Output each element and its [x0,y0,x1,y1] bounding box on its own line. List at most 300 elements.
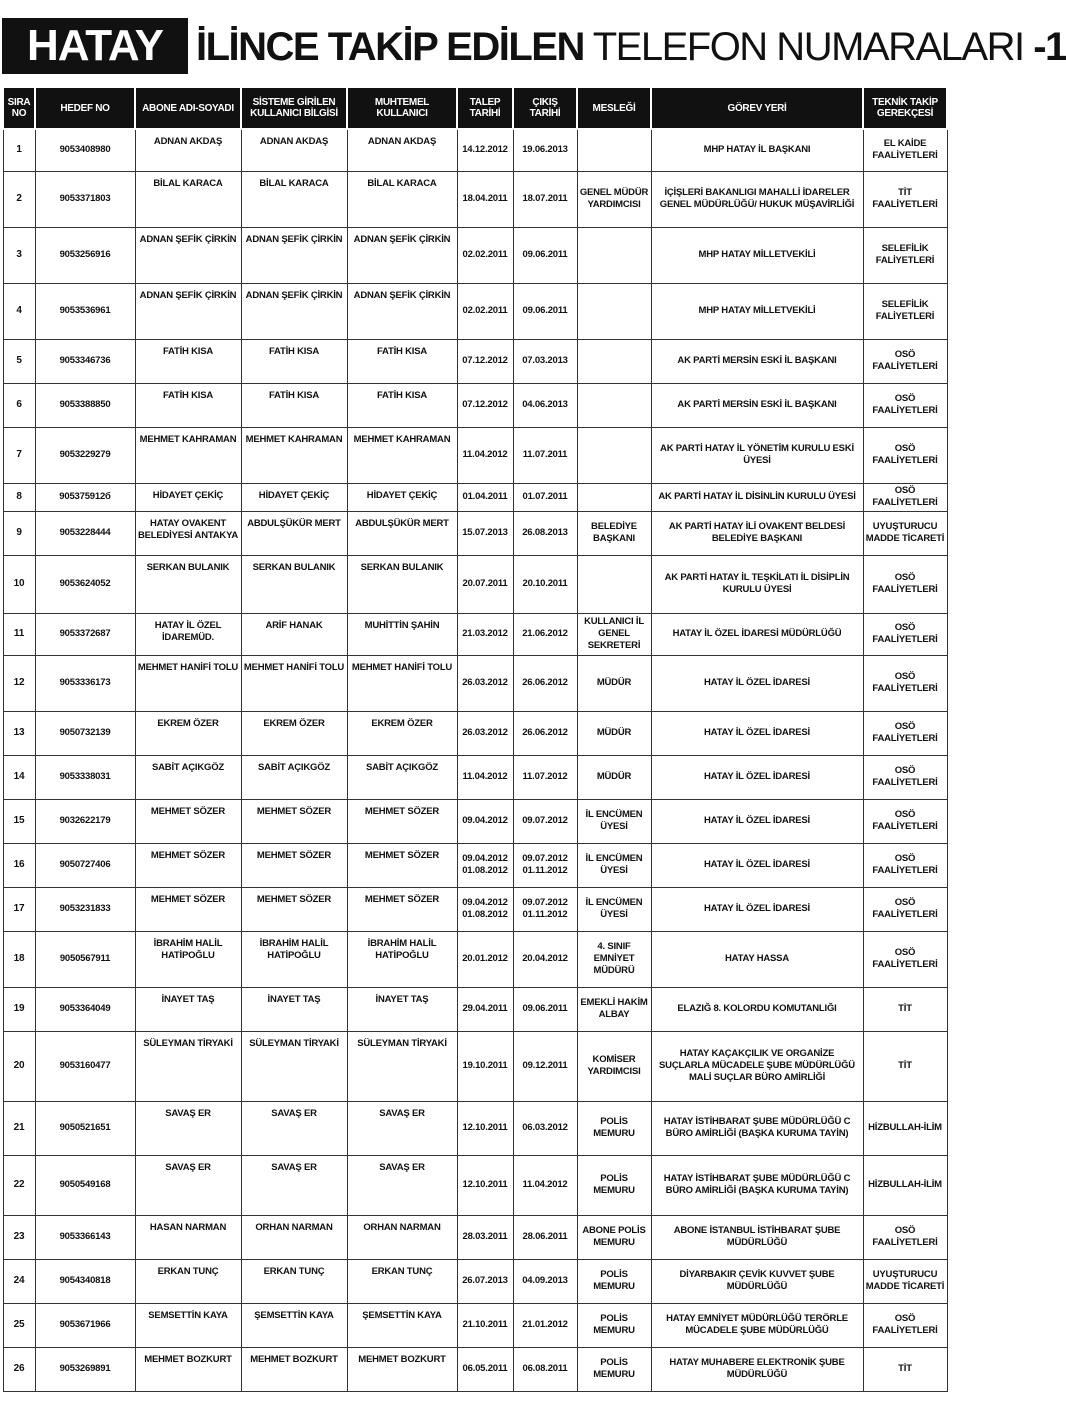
cell-reason: UYUŞTURUCU MADDE TİCARETİ [863,511,947,555]
cell-reason: TİT [863,1347,947,1391]
cell-exit: 26.06.2012 [513,655,577,711]
cell-subscriber: SÜLEYMAN TİRYAKİ [135,1031,241,1101]
cell-no: 14 [3,755,35,799]
cell-subscriber: SABİT AÇIKGÖZ [135,755,241,799]
cell-request: 12.10.2011 [457,1101,513,1155]
cell-reason: OSÖ FAALİYETLERİ [863,483,947,511]
cell-post: HATAY İSTİHBARAT ŞUBE MÜDÜRLÜĞÜ C BÜRO AMİRLİĞİ (BAŞKA KURUMA TAYİN) [651,1101,863,1155]
cell-probable: İNAYET TAŞ [347,987,457,1031]
cell-job: POLİS MEMURU [577,1101,651,1155]
cell-probable: SAVAŞ ER [347,1101,457,1155]
cell-subscriber: SEMSETTİN KAYA [135,1303,241,1347]
cell-request: 07.12.2012 [457,383,513,427]
cell-system: EKREM ÖZER [241,711,347,755]
cell-target: 9053229279 [35,427,135,483]
cell-reason: OSÖ FAALİYETLERİ [863,931,947,987]
cell-subscriber: MEHMET SÖZER [135,799,241,843]
cell-target: 9053256916 [35,227,135,283]
table-row [3,171,947,227]
cell-subscriber: SAVAŞ ER [135,1155,241,1215]
cell-job [577,227,651,283]
cell-job: POLİS MEMURU [577,1303,651,1347]
cell-reason: OSÖ FAALİYETLERİ [863,711,947,755]
table-row [3,887,947,931]
cell-no: 8 [3,483,35,511]
table-row [3,755,947,799]
cell-exit: 11.07.2012 [513,755,577,799]
col-header-reason: TEKNİK TAKİP GEREKÇESİ [863,87,947,129]
cell-post: MHP HATAY İL BAŞKANI [651,129,863,171]
cell-system: MEHMET SÖZER [241,799,347,843]
cell-target: 9053346736 [35,339,135,383]
cell-probable: FATİH KISA [347,339,457,383]
cell-exit: 26.06.2012 [513,711,577,755]
cell-subscriber: MEHMET BOZKURT [135,1347,241,1391]
cell-post: ABONE İSTANBUL İSTİHBARAT ŞUBE MÜDÜRLÜĞÜ [651,1215,863,1259]
cell-post: HATAY İSTİHBARAT ŞUBE MÜDÜRLÜĞÜ C BÜRO AMİRLİĞİ (BAŞKA KURUMA TAYİN) [651,1155,863,1215]
cell-no: 23 [3,1215,35,1259]
cell-system: SAVAŞ ER [241,1155,347,1215]
table-row [3,843,947,887]
cell-subscriber: ERKAN TUNÇ [135,1259,241,1303]
cell-subscriber: MEHMET SÖZER [135,843,241,887]
cell-target: 9053536961 [35,283,135,339]
cell-subscriber: BİLAL KARACA [135,171,241,227]
cell-post: AK PARTİ MERSİN ESKİ İL BAŞKANI [651,383,863,427]
cell-no: 19 [3,987,35,1031]
cell-job: İL ENCÜMEN ÜYESİ [577,799,651,843]
cell-post: İÇİŞLERİ BAKANLIGI MAHALLİ İDARELER GENEL MÜDÜRLÜĞÜ/ HUKUK MÜŞAVİRLİĞİ [651,171,863,227]
cell-target: 905375912б [35,483,135,511]
cell-subscriber: HATAY OVAKENT BELEDİYESİ ANTAKYA [135,511,241,555]
cell-probable: BİLAL KARACA [347,171,457,227]
cell-reason: UYUŞTURUCU MADDE TİCARETİ [863,1259,947,1303]
cell-target: 9053372687 [35,613,135,655]
cell-request: 20.07.2011 [457,555,513,613]
table-row [3,613,947,655]
cell-system: BİLAL KARACA [241,171,347,227]
table-row [3,799,947,843]
cell-job: POLİS MEMURU [577,1347,651,1391]
cell-job: GENEL MÜDÜR YARDIMCISI [577,171,651,227]
cell-target: 9053624052 [35,555,135,613]
cell-system: ADNAN ŞEFİK ÇİRKİN [241,283,347,339]
cell-probable: MEHMET SÖZER [347,887,457,931]
cell-target: 9053388850 [35,383,135,427]
cell-system: ADNAN ŞEFİK ÇİRKİN [241,227,347,283]
cell-request: 21.10.2011 [457,1303,513,1347]
table-row [3,511,947,555]
cell-reason: OSÖ FAALİYETLERİ [863,799,947,843]
cell-subscriber: HASAN NARMAN [135,1215,241,1259]
cell-reason: TİT [863,987,947,1031]
cell-reason: OSÖ FAALİYETLERİ [863,1303,947,1347]
cell-post: AK PARTİ HATAY İL TEŞKİLATI İL DİSİPLİN KURULU ÜYESİ [651,555,863,613]
cell-post: HATAY İL ÖZEL İDARESİ [651,755,863,799]
col-header-no: SIRA NO [3,87,35,129]
cell-reason: OSÖ FAALİYETLERİ [863,339,947,383]
cell-request: 06.05.2011 [457,1347,513,1391]
cell-no: 13 [3,711,35,755]
cell-no: 18 [3,931,35,987]
cell-subscriber: ADNAN AKDAŞ [135,129,241,171]
cell-subscriber: FATİH KISA [135,383,241,427]
cell-reason: OSÖ FAALİYETLERİ [863,1215,947,1259]
table-row [3,987,947,1031]
cell-request: 21.03.2012 [457,613,513,655]
cell-subscriber: ADNAN ŞEFİK ÇİRKİN [135,283,241,339]
cell-exit: 09.12.2011 [513,1031,577,1101]
cell-exit: 09.07.2012 01.11.2012 [513,843,577,887]
cell-target: 9050567911 [35,931,135,987]
cell-target: 9053671966 [35,1303,135,1347]
cell-job: MÜDÜR [577,655,651,711]
cell-exit: 07.03.2013 [513,339,577,383]
cell-request: 29.04.2011 [457,987,513,1031]
cell-request: 02.02.2011 [457,283,513,339]
cell-target: 9050549168 [35,1155,135,1215]
col-header-request: TALEP TARİHİ [457,87,513,129]
cell-exit: 04.06.2013 [513,383,577,427]
cell-post: MHP HATAY MİLLETVEKİLİ [651,227,863,283]
cell-request: 14.12.2012 [457,129,513,171]
table-row [3,1031,947,1101]
cell-job: POLİS MEMURU [577,1259,651,1303]
cell-target: 9032622179 [35,799,135,843]
cell-exit: 11.04.2012 [513,1155,577,1215]
cell-post: HATAY İL ÖZEL İDARESİ [651,655,863,711]
cell-job [577,339,651,383]
cell-request: 02.02.2011 [457,227,513,283]
cell-subscriber: ADNAN ŞEFİK ÇİRKİN [135,227,241,283]
cell-exit: 20.04.2012 [513,931,577,987]
cell-request: 19.10.2011 [457,1031,513,1101]
cell-request: 01.04.2011 [457,483,513,511]
cell-target: 9050732139 [35,711,135,755]
cell-target: 9054340818 [35,1259,135,1303]
cell-job: MÜDÜR [577,755,651,799]
cell-no: 9 [3,511,35,555]
title-number: -1 [1033,25,1066,69]
cell-probable: SERKAN BULANIK [347,555,457,613]
cell-reason: EL KAİDE FAALİYETLERİ [863,129,947,171]
col-header-target: HEDEF NO [35,87,135,129]
cell-system: MEHMET HANİFİ TOLU [241,655,347,711]
cell-probable: MUHİTTİN ŞAHİN [347,613,457,655]
cell-probable: EKREM ÖZER [347,711,457,755]
page-header [0,0,1066,82]
cell-post: HATAY İL ÖZEL İDARESİ [651,799,863,843]
cell-target: 9053364049 [35,987,135,1031]
cell-exit: 06.03.2012 [513,1101,577,1155]
col-header-probable: MUHTEMEL KULLANICI [347,87,457,129]
col-header-system: SİSTEME GİRİLEN KULLANICI BİLGİSİ [241,87,347,129]
cell-request: 15.07.2013 [457,511,513,555]
col-header-post: GÖREV YERİ [651,87,863,129]
cell-probable: FATİH KISA [347,383,457,427]
cell-reason: OSÖ FAALİYETLERİ [863,843,947,887]
cell-post: HATAY MUHABERE ELEKTRONİK ŞUBE MÜDÜRLÜĞÜ [651,1347,863,1391]
cell-probable: İBRAHİM HALİL HATİPOĞLU [347,931,457,987]
phone-table [2,86,948,1392]
cell-post: AK PARTİ MERSİN ESKİ İL BAŞKANI [651,339,863,383]
cell-probable: ADNAN ŞEFİK ÇİRKİN [347,227,457,283]
cell-system: İBRAHİM HALİL HATİPOĞLU [241,931,347,987]
cell-probable: ERKAN TUNÇ [347,1259,457,1303]
table-row [3,711,947,755]
cell-no: 7 [3,427,35,483]
cell-target: 9053338031 [35,755,135,799]
cell-request: 28.03.2011 [457,1215,513,1259]
cell-no: 26 [3,1347,35,1391]
cell-reason: OSÖ FAALİYETLERİ [863,655,947,711]
cell-reason: SELEFİLİK FALİYETLERİ [863,283,947,339]
cell-system: ADNAN AKDAŞ [241,129,347,171]
table-row [3,283,947,339]
cell-exit: 09.06.2011 [513,987,577,1031]
cell-request: 07.12.2012 [457,339,513,383]
cell-subscriber: HİDAYET ÇEKİÇ [135,483,241,511]
cell-probable: MEHMET HANİFİ TOLU [347,655,457,711]
cell-subscriber: SERKAN BULANIK [135,555,241,613]
cell-job [577,283,651,339]
cell-system: MEHMET SÖZER [241,843,347,887]
table-row [3,129,947,171]
cell-no: 25 [3,1303,35,1347]
cell-subscriber: EKREM ÖZER [135,711,241,755]
cell-job [577,555,651,613]
cell-post: HATAY İL ÖZEL İDARESİ [651,711,863,755]
cell-exit: 21.06.2012 [513,613,577,655]
cell-request: 20.01.2012 [457,931,513,987]
cell-target: 9050521651 [35,1101,135,1155]
cell-system: FATİH KISA [241,383,347,427]
col-header-exit: ÇIKIŞ TARİHİ [513,87,577,129]
cell-exit: 20.10.2011 [513,555,577,613]
cell-job: İL ENCÜMEN ÜYESİ [577,843,651,887]
cell-subscriber: MEHMET KAHRAMAN [135,427,241,483]
table-row [3,555,947,613]
cell-system: ABDULŞÜKÜR MERT [241,511,347,555]
cell-reason: TİT [863,1031,947,1101]
table-row [3,1303,947,1347]
cell-system: SÜLEYMAN TİRYAKİ [241,1031,347,1101]
cell-job: 4. SINIF EMNİYET MÜDÜRÜ [577,931,651,987]
cell-subscriber: İNAYET TAŞ [135,987,241,1031]
cell-exit: 04.09.2013 [513,1259,577,1303]
cell-post: HATAY İL ÖZEL İDARESİ [651,887,863,931]
cell-reason: SELEFİLİK FALİYETLERİ [863,227,947,283]
cell-probable: MEHMET BOZKURT [347,1347,457,1391]
cell-no: 1 [3,129,35,171]
cell-reason: OSÖ FAALİYETLERİ [863,613,947,655]
cell-reason: HİZBULLAH-İLİM [863,1101,947,1155]
cell-target: 9053371803 [35,171,135,227]
cell-probable: ADNAN ŞEFİK ÇİRKİN [347,283,457,339]
cell-exit: 11.07.2011 [513,427,577,483]
cell-reason: OSÖ FAALİYETLERİ [863,755,947,799]
city-badge: HATAY [2,18,188,74]
cell-reason: HİZBULLAH-İLİM [863,1155,947,1215]
cell-request: 18.04.2011 [457,171,513,227]
cell-probable: HİDAYET ÇEKİÇ [347,483,457,511]
cell-request: 11.04.2012 [457,427,513,483]
cell-probable: SABİT AÇIKGÖZ [347,755,457,799]
cell-exit: 09.06.2011 [513,283,577,339]
cell-request: 09.04.2012 01.08.2012 [457,843,513,887]
cell-no: 2 [3,171,35,227]
cell-job: İL ENCÜMEN ÜYESİ [577,887,651,931]
cell-request: 26.03.2012 [457,711,513,755]
cell-probable: SÜLEYMAN TİRYAKİ [347,1031,457,1101]
cell-request: 26.03.2012 [457,655,513,711]
page-title [196,22,1066,72]
cell-target: 9053160477 [35,1031,135,1101]
table-row [3,483,947,511]
cell-target: 9053408980 [35,129,135,171]
cell-reason: OSÖ FAALİYETLERİ [863,427,947,483]
cell-no: 10 [3,555,35,613]
title-bold: İLİNCE TAKİP EDİLEN [196,25,584,69]
cell-job [577,383,651,427]
cell-exit: 01.07.2011 [513,483,577,511]
table-row [3,931,947,987]
cell-system: ORHAN NARMAN [241,1215,347,1259]
cell-exit: 09.07.2012 01.11.2012 [513,887,577,931]
cell-target: 9053366143 [35,1215,135,1259]
cell-post: AK PARTİ HATAY İLİ OVAKENT BELDESİ BELEDİYE BAŞKANI [651,511,863,555]
cell-system: HİDAYET ÇEKİÇ [241,483,347,511]
cell-system: ERKAN TUNÇ [241,1259,347,1303]
cell-subscriber: FATİH KISA [135,339,241,383]
col-header-job: MESLEĞİ [577,87,651,129]
cell-post: ELAZIĞ 8. KOLORDU KOMUTANLIĞI [651,987,863,1031]
cell-request: 09.04.2012 [457,799,513,843]
cell-exit: 28.06.2011 [513,1215,577,1259]
cell-system: MEHMET KAHRAMAN [241,427,347,483]
cell-no: 21 [3,1101,35,1155]
cell-post: MHP HATAY MİLLETVEKİLİ [651,283,863,339]
table-row [3,383,947,427]
table-row [3,427,947,483]
cell-system: MEHMET BOZKURT [241,1347,347,1391]
cell-no: 4 [3,283,35,339]
cell-system: SAVAŞ ER [241,1101,347,1155]
cell-job [577,129,651,171]
cell-exit: 26.08.2013 [513,511,577,555]
table-row [3,339,947,383]
cell-no: 15 [3,799,35,843]
cell-job: MÜDÜR [577,711,651,755]
cell-no: 20 [3,1031,35,1101]
cell-probable: MEHMET KAHRAMAN [347,427,457,483]
cell-post: DİYARBAKIR ÇEVİK KUVVET ŞUBE MÜDÜRLÜĞÜ [651,1259,863,1303]
cell-system: ŞEMSETTİN KAYA [241,1303,347,1347]
cell-subscriber: İBRAHİM HALİL HATİPOĞLU [135,931,241,987]
cell-post: HATAY KAÇAKÇILIK VE ORGANİZE SUÇLARLA MÜCADELE ŞUBE MÜDÜRLÜĞÜ MALİ SUÇLAR BÜRO AMİRLİĞİ [651,1031,863,1101]
cell-exit: 06.08.2011 [513,1347,577,1391]
table-row [3,655,947,711]
table-row [3,1155,947,1215]
cell-post: HATAY İL ÖZEL İDARESİ MÜDÜRLÜĞÜ [651,613,863,655]
cell-post: HATAY HASSA [651,931,863,987]
title-regular: TELEFON NUMARALARI [592,25,1024,69]
cell-probable: ABDULŞÜKÜR MERT [347,511,457,555]
cell-reason: TİT FAALİYETLERİ [863,171,947,227]
cell-subscriber: HATAY İL ÖZEL İDAREMÜD. [135,613,241,655]
cell-exit: 09.07.2012 [513,799,577,843]
cell-post: AK PARTİ HATAY İL DİSİNLİN KURULU ÜYESİ [651,483,863,511]
cell-reason: OSÖ FAALİYETLERİ [863,383,947,427]
cell-probable: ŞEMSETTİN KAYA [347,1303,457,1347]
cell-subscriber: SAVAŞ ER [135,1101,241,1155]
cell-no: 6 [3,383,35,427]
cell-system: MEHMET SÖZER [241,887,347,931]
cell-system: İNAYET TAŞ [241,987,347,1031]
cell-exit: 21.01.2012 [513,1303,577,1347]
cell-job: POLİS MEMURU [577,1155,651,1215]
cell-request: 26.07.2013 [457,1259,513,1303]
cell-probable: MEHMET SÖZER [347,843,457,887]
table-header-row [3,87,947,129]
cell-system: SERKAN BULANIK [241,555,347,613]
cell-job: EMEKLİ HAKİM ALBAY [577,987,651,1031]
cell-subscriber: MEHMET SÖZER [135,887,241,931]
cell-probable: ORHAN NARMAN [347,1215,457,1259]
cell-exit: 19.06.2013 [513,129,577,171]
cell-system: FATİH KISA [241,339,347,383]
cell-post: HATAY EMNİYET MÜDÜRLÜĞÜ TERÖRLE MÜCADELE ŞUBE MÜDÜRLÜĞÜ [651,1303,863,1347]
cell-target: 9053269891 [35,1347,135,1391]
cell-job: ABONE POLİS MEMURU [577,1215,651,1259]
cell-request: 12.10.2011 [457,1155,513,1215]
cell-no: 11 [3,613,35,655]
cell-no: 16 [3,843,35,887]
cell-probable: ADNAN AKDAŞ [347,129,457,171]
cell-no: 22 [3,1155,35,1215]
table-row [3,1347,947,1391]
table-row [3,1215,947,1259]
cell-job: KULLANICI İL GENEL SEKRETERİ [577,613,651,655]
cell-system: SABİT AÇIKGÖZ [241,755,347,799]
cell-exit: 09.06.2011 [513,227,577,283]
cell-job: BELEDİYE BAŞKANI [577,511,651,555]
cell-post: HATAY İL ÖZEL İDARESİ [651,843,863,887]
cell-reason: OSÖ FAALİYETLERİ [863,887,947,931]
cell-target: 9053231833 [35,887,135,931]
cell-reason: OSÖ FAALİYETLERİ [863,555,947,613]
cell-job [577,483,651,511]
cell-target: 9050727406 [35,843,135,887]
cell-target: 9053228444 [35,511,135,555]
cell-exit: 18.07.2011 [513,171,577,227]
cell-probable: MEHMET SÖZER [347,799,457,843]
cell-no: 3 [3,227,35,283]
cell-job [577,427,651,483]
cell-request: 09.04.2012 01.08.2012 [457,887,513,931]
cell-subscriber: MEHMET HANİFİ TOLU [135,655,241,711]
cell-probable: SAVAŞ ER [347,1155,457,1215]
cell-no: 24 [3,1259,35,1303]
table-row [3,1101,947,1155]
cell-no: 17 [3,887,35,931]
cell-no: 5 [3,339,35,383]
col-header-subscriber: ABONE ADI-SOYADI [135,87,241,129]
cell-request: 11.04.2012 [457,755,513,799]
cell-no: 12 [3,655,35,711]
cell-system: ARİF HANAK [241,613,347,655]
table-row [3,227,947,283]
